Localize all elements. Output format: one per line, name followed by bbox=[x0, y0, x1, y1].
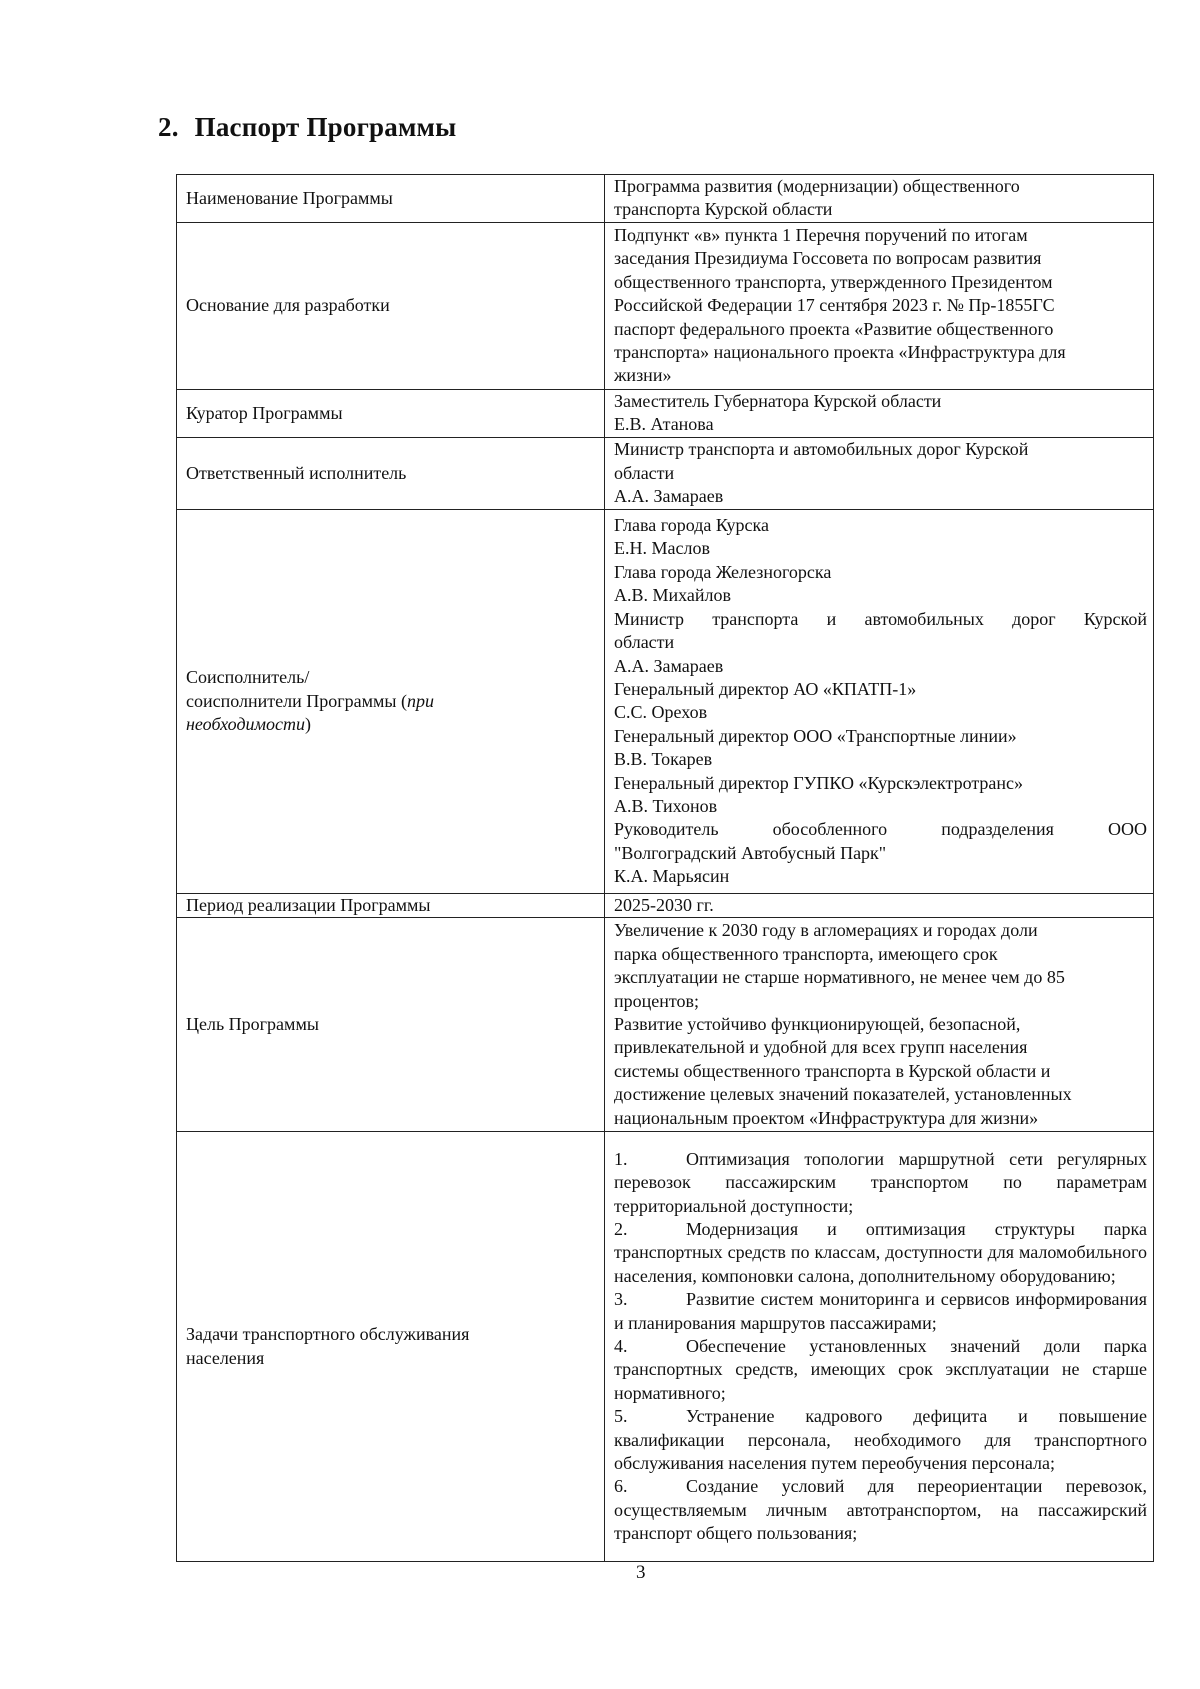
task-number: 1. bbox=[614, 1148, 628, 1169]
value-line: Генеральный директор ГУПКО «Курскэлектротранс» bbox=[614, 772, 1024, 793]
value-line: транспорта» национального проекта «Инфраструктура для bbox=[614, 341, 1066, 362]
label-text: ) bbox=[305, 714, 312, 735]
value-line: национальным проектом «Инфраструктура для жизни» bbox=[614, 1107, 1039, 1128]
row-value bbox=[605, 222, 1154, 389]
section-title: Паспорт Программы bbox=[194, 112, 457, 142]
value-line: системы общественного транспорта в Курской области и bbox=[614, 1060, 1051, 1081]
table-row-basis bbox=[177, 222, 1154, 389]
row-value bbox=[605, 437, 1154, 509]
value-line: В.В. Токарев bbox=[614, 749, 713, 770]
program-passport-table bbox=[176, 174, 1154, 1562]
row-value bbox=[605, 509, 1154, 893]
row-label: Основание для разработки bbox=[177, 222, 605, 389]
task-item bbox=[614, 1218, 1147, 1288]
value-line: области bbox=[614, 462, 675, 483]
task-text: Развитие систем мониторинга и сервисов информирования и планирования маршрутов пассажирами; bbox=[614, 1289, 1147, 1333]
value-line: Руководитель обособленного подразделения ООО bbox=[614, 819, 1147, 840]
task-item bbox=[614, 1475, 1147, 1545]
task-number: 4. bbox=[614, 1336, 628, 1357]
value-line: привлекательной и удобной для всех групп населения bbox=[614, 1037, 1028, 1058]
table-row-name bbox=[177, 175, 1154, 223]
value-line: К.А. Марьясин bbox=[614, 866, 730, 887]
value-line: парка общественного транспорта, имеющего срок bbox=[614, 943, 998, 964]
value-line: достижение целевых значений показателей, установленных bbox=[614, 1084, 1072, 1105]
task-number: 6. bbox=[614, 1476, 628, 1497]
task-text: Модернизация и оптимизация структуры парка транспортных средств по классам, доступности для маломобильного населения, компоновки салона, дополнительному оборудованию; bbox=[614, 1218, 1147, 1286]
value-line: Увеличение к 2030 году в агломерациях и городах доли bbox=[614, 920, 1038, 941]
table-row-tasks bbox=[177, 1132, 1154, 1562]
row-value: 2025-2030 гг. bbox=[605, 893, 1154, 917]
row-value bbox=[605, 175, 1154, 223]
value-line: Развитие устойчиво функционирующей, безопасной, bbox=[614, 1014, 1021, 1035]
label-text: соисполнители Программы ( bbox=[186, 690, 407, 711]
value-line: Глава города Курска bbox=[614, 515, 769, 536]
row-label bbox=[177, 1132, 605, 1562]
label-italic-text: необходимости bbox=[186, 714, 306, 735]
task-text: Обеспечение установленных значений доли парка транспортных средств, имеющих срок эксплуатации не старше нормативного; bbox=[614, 1336, 1147, 1403]
value-line: Программа развития (модернизации) общественного bbox=[614, 176, 1020, 196]
value-line: А.В. Михайлов bbox=[614, 585, 732, 606]
value-line: Подпункт «в» пункта 1 Перечня поручений по итогам bbox=[614, 224, 1028, 245]
value-line: Министр транспорта и автомобильных дорог Курской bbox=[614, 608, 1147, 629]
label-italic-text: при bbox=[406, 690, 434, 711]
row-label bbox=[177, 509, 605, 893]
row-label: Наименование Программы bbox=[177, 175, 605, 223]
value-line: заседания Президиума Госсовета по вопросам развития bbox=[614, 248, 1042, 269]
row-value bbox=[605, 1132, 1154, 1562]
value-line: паспорт федерального проекта «Развитие общественного bbox=[614, 318, 1054, 339]
task-item bbox=[614, 1148, 1147, 1218]
value-line: Генеральный директор АО «КПАТП-1» bbox=[614, 678, 917, 699]
task-number: 2. bbox=[614, 1218, 628, 1239]
row-label: Период реализации Программы bbox=[177, 893, 605, 917]
table-row-coexecutors bbox=[177, 509, 1154, 893]
value-line: жизни» bbox=[614, 365, 672, 386]
value-line: Е.Н. Маслов bbox=[614, 538, 710, 559]
value-line: Министр транспорта и автомобильных дорог Курской bbox=[614, 439, 1029, 460]
value-line: А.В. Тихонов bbox=[614, 795, 718, 816]
table-row-curator bbox=[177, 389, 1154, 437]
value-line: процентов; bbox=[614, 990, 700, 1011]
value-line: Генеральный директор ООО «Транспортные линии» bbox=[614, 725, 1017, 746]
value-line: Е.В. Атанова bbox=[614, 414, 714, 435]
label-line: населения bbox=[186, 1347, 265, 1368]
page-number: 3 bbox=[636, 1562, 646, 1583]
row-label: Цель Программы bbox=[177, 918, 605, 1132]
value-line: общественного транспорта, утвержденного Президентом bbox=[614, 271, 1053, 292]
label-line bbox=[186, 713, 598, 736]
value-line: Российской Федерации 17 сентября 2023 г. № Пр-1855ГС bbox=[614, 295, 1055, 316]
task-text: Оптимизация топологии маршрутной сети регулярных перевозок пассажирским транспортом по параметрам территориальной доступности; bbox=[614, 1148, 1147, 1216]
table-row-responsible bbox=[177, 437, 1154, 509]
value-line: "Волгоградский Автобусный Парк" bbox=[614, 842, 887, 863]
value-line: А.А. Замараев bbox=[614, 486, 724, 507]
task-text: Устранение кадрового дефицита и повышение квалификации персонала, необходимого для транспортного обслуживания населения путем переобучения персонала; bbox=[614, 1406, 1147, 1474]
section-heading bbox=[158, 112, 456, 143]
task-item bbox=[614, 1405, 1147, 1475]
table-row-goal bbox=[177, 918, 1154, 1132]
row-value bbox=[605, 918, 1154, 1132]
row-value bbox=[605, 389, 1154, 437]
row-label: Куратор Программы bbox=[177, 389, 605, 437]
value-line: А.А. Замараев bbox=[614, 655, 724, 676]
label-line bbox=[186, 690, 598, 713]
row-label: Ответственный исполнитель bbox=[177, 437, 605, 509]
task-number: 3. bbox=[614, 1289, 628, 1310]
task-item bbox=[614, 1288, 1147, 1335]
section-number: 2. bbox=[158, 112, 179, 142]
value-line: эксплуатации не старше нормативного, не менее чем до 85 bbox=[614, 967, 1065, 988]
task-item bbox=[614, 1335, 1147, 1405]
value-line: Глава города Железногорска bbox=[614, 561, 832, 582]
value-line: области bbox=[614, 632, 675, 653]
value-line: транспорта Курской области bbox=[614, 199, 833, 220]
label-line: Соисполнитель/ bbox=[186, 667, 310, 688]
task-text: Создание условий для переориентации перевозок, осуществляемым личным автотранспортом, на пассажирский транспорт общего пользования; bbox=[614, 1476, 1147, 1544]
value-line: Заместитель Губернатора Курской области bbox=[614, 390, 942, 411]
table-row-period bbox=[177, 893, 1154, 917]
task-number: 5. bbox=[614, 1406, 628, 1427]
label-line: Задачи транспортного обслуживания bbox=[186, 1324, 470, 1345]
value-line: С.С. Орехов bbox=[614, 702, 708, 723]
